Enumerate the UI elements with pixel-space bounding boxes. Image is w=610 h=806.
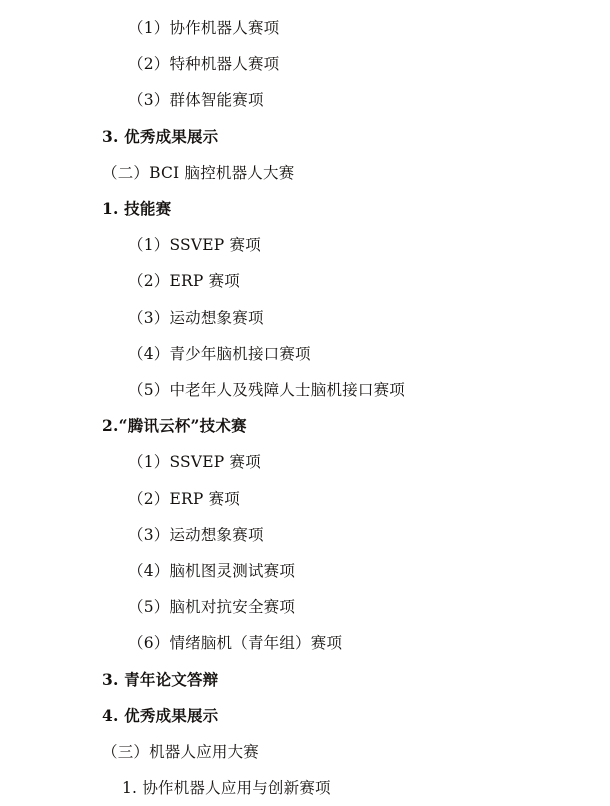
document-line: （5）中老年人及残障人士脑机接口赛项: [128, 381, 405, 400]
document-line: （二）BCI 脑控机器人大赛: [102, 163, 295, 182]
document-line: （3）群体智能赛项: [128, 91, 264, 110]
document-line: （4）脑机图灵测试赛项: [128, 562, 296, 581]
document-line: 4. 优秀成果展示: [102, 705, 219, 725]
document-line: （3）运动想象赛项: [128, 525, 264, 544]
document-line: 1. 技能赛: [102, 199, 172, 219]
document-line: （2）ERP 赛项: [128, 272, 241, 291]
document-line: 2.“腾讯云杯”技术赛: [102, 416, 247, 436]
document-line: （2）ERP 赛项: [128, 489, 241, 508]
document-body: [40, 10, 570, 806]
document-line: 3. 优秀成果展示: [102, 126, 219, 146]
document-line: （6）情绪脑机（青年组）赛项: [128, 634, 343, 653]
document-line: 1. 协作机器人应用与创新赛项: [122, 779, 331, 798]
document-line: （三）机器人应用大赛: [102, 743, 260, 762]
document-line: （1）SSVEP 赛项: [128, 453, 261, 472]
document-line: 3. 青年论文答辩: [102, 669, 219, 689]
document-line: （5）脑机对抗安全赛项: [128, 598, 296, 617]
document-line: （1）协作机器人赛项: [128, 19, 280, 37]
document-line: （1）SSVEP 赛项: [128, 236, 261, 255]
document-line: （3）运动想象赛项: [128, 308, 264, 327]
document-line: （4）青少年脑机接口赛项: [128, 344, 311, 363]
document-line: （2）特种机器人赛项: [128, 55, 280, 74]
